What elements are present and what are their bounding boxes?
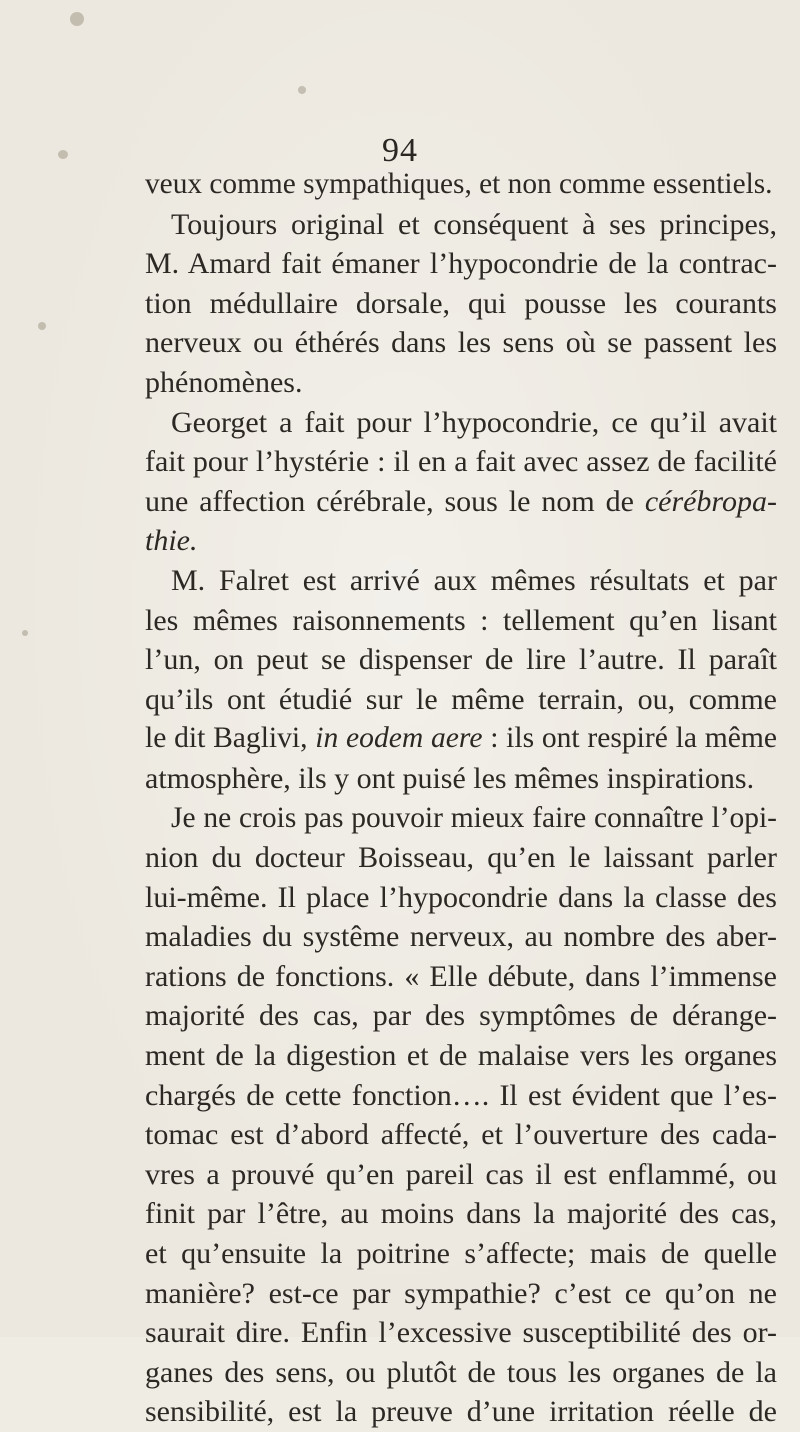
text-line [145,561,777,601]
text-line [145,680,777,720]
text-line-content: ment de la digestion et de malaise vers les organes [145,1039,777,1073]
text-line-content: finit par l’être, au moins dans la majorité des cas, [145,1197,777,1231]
text-line [145,996,777,1036]
text-line [145,917,777,957]
text-line-content: veux comme sympathiques, et non comme essentiels. [145,168,773,200]
text-line [145,1313,777,1353]
foxing-spot [70,12,84,26]
foxing-spot [298,86,306,94]
text-line-content: nerveux ou éthérés dans les sens où se passent les [145,326,777,360]
text-line-content: ganes des sens, ou plutôt de tous les organes de la [145,1355,777,1389]
foxing-spot [22,630,28,636]
text-line [145,1234,777,1274]
text-line [145,838,777,878]
text-line-content: tomac est d’abord affecté, et l’ouverture des cada- [145,1118,777,1152]
text-line [145,878,777,918]
text-line [145,284,777,324]
text-line-content: M. Falret est arrivé aux mêmes résultats et par [171,563,777,597]
text-line-content: lui-même. Il place l’hypocondrie dans la classe des [145,880,777,914]
text-line-content: maladies du systême nerveux, au nombre des aber- [145,920,777,954]
text-line [145,521,777,561]
text-line [145,1353,777,1393]
text-line-content: phénomènes. [145,365,303,399]
text-line-content: atmosphère, ils y ont puisé les mêmes inspirations. [145,761,755,795]
text-line-content: l’un, on peut se dispenser de lire l’autre. Il paraît [145,643,777,677]
text-line [145,323,777,363]
text-line-content: rations de fonctions. « Elle débute, dans l’immense [145,959,777,993]
text-line-content: vres a prouvé qu’en pareil cas il est enflammé, ou [145,1157,777,1191]
text-line-content: tion médullaire dorsale, qui pousse les courants [145,286,777,320]
foxing-spot [58,150,68,159]
text-line [145,403,777,443]
text-line [145,1036,777,1076]
text-line [145,1076,777,1116]
text-line-content: qu’ils ont étudié sur le même terrain, ou, comme [145,682,777,716]
text-line [145,1155,777,1195]
text-line-content: majorité des cas, par des symptômes de dérange- [145,999,777,1033]
text-line [145,442,777,482]
text-line [145,205,777,245]
text-line [145,1274,777,1314]
text-line-content: et qu’ensuite la poitrine s’affecte; mais de quelle [145,1237,777,1271]
foxing-spot [38,322,46,330]
text-line [145,640,777,680]
page-number: 94 [382,132,418,169]
italic-text: thie. [145,524,198,558]
text-line-content: une affection cérébrale, sous le nom de [145,484,645,518]
text-line-content: Georget a fait pour l’hypocondrie, ce qu’il avait [171,405,777,439]
text-line [145,719,777,759]
text-line [145,1392,777,1432]
text-line-content: manière? est-ce par sympathie? c’est ce qu’on ne [145,1276,777,1310]
text-line-continuation: : ils ont respiré la même [482,722,777,755]
text-line [145,1115,777,1155]
body-text [145,165,777,1432]
text-line-content: Toujours original et conséquent à ses principes, [171,207,777,241]
text-line [145,799,777,839]
text-line [145,482,777,522]
text-line [145,759,777,799]
text-line [145,244,777,284]
text-line-content: nion du docteur Boisseau, qu’en le laissant parler [145,841,777,875]
text-line-content: Je ne crois pas pouvoir mieux faire connaître l’opi- [171,801,777,834]
text-line-content: sensibilité, est la preuve d’une irritation réelle de [145,1395,777,1429]
text-line-content: M. Amard fait émaner l’hypocondrie de la contrac- [145,247,777,281]
text-line-content: les mêmes raisonnements : tellement qu’en lisant [145,603,777,637]
text-line-content: le dit Baglivi, [145,722,316,755]
text-line [145,363,777,403]
text-line-content: chargés de cette fonction…. Il est évident que l’es- [145,1078,777,1112]
text-line [145,957,777,997]
text-line [145,1194,777,1234]
text-line-content: fait pour l’hystérie : il en a fait avec assez de facilité [145,445,777,479]
text-line [145,601,777,641]
italic-text: in eodem aere [315,722,483,755]
italic-text: cérébropa- [644,484,777,518]
text-line [145,165,777,205]
text-line-content: saurait dire. Enfin l’excessive susceptibilité des or- [145,1316,777,1350]
